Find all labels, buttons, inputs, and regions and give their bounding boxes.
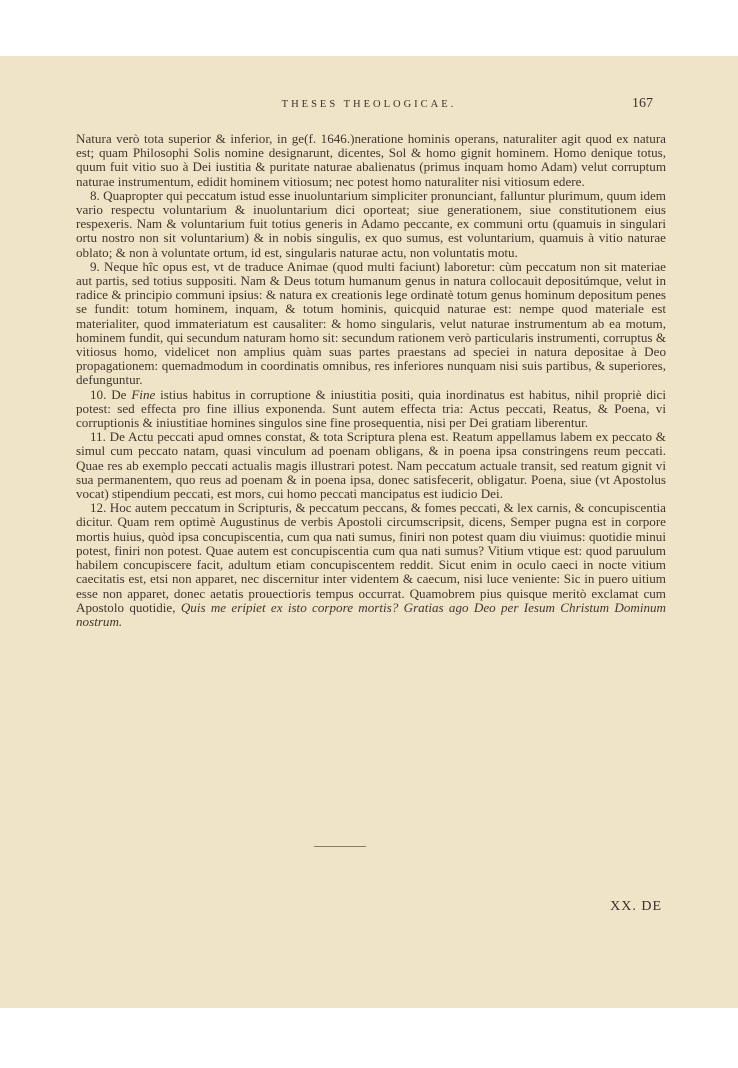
thesis-10-start: 10. De [90,386,132,402]
thesis-12-text: 12. Hoc autem peccatum in Scripturis, & peccatum peccans, & fomes peccati, & lex carnis, & concupiscentia dicitur. Quam rem optimè Augustinus de verbis Apostoli circumscripsit, dicens, Semper pugna est in corpore mortis huius, quòd ipsa concupiscentia, cum qua nati sumus, finiri non potest quam diu viuimus: quotidie minui potest, finiri non potest. Quae autem est concupiscentia cum qua nati sumus? Vitium vtique est: quod paruulum habilem concupiscere facit, adultum etiam concupiscentem reddit. Sicut enim in oculo caeci in nocte vitium caecitatis est, etsi non apparet, nec discernitur inter videntem & caecum, nisi luce veniente: Sic in puero uitium esse non apparet, donec aetatis prouectioris tempus occurrat. Quamobrem pius quisque meritò exclamat cum Apostolo quotidie, [76,500,666,615]
thesis-10-rest: istius habitus in corruptione & iniustitia positi, quia inordinatus est habitus, nihil propriè dici potest: sed effecta pro fine illius exponenda. Sunt autem effecta tria: Actus peccati, Reatus, & Poena, vi corruptionis & iniustitiae homines singulos sine fine prosequentia, nisi per Dei gratiam liberentur. [76,386,666,431]
thesis-10 [76,388,666,431]
thesis-8: 8. Quapropter qui peccatum istud esse inuoluntarium simpliciter pronunciant, falluntur plurimum, quum idem vario respectu voluntarium & inuoluntarium dici oporteat; siue generationem, siue constitutionem eius respexeris. Nam & voluntarium fuit totius generis in Adamo peccante, ex communi ortu (quamuis in singulari ortu nostro non sit voluntarium) & in nobis singulis, ex quo sumus, est voluntarium, quamuis à vitio naturae oblato; & non à voluntate ortum, id est, singularis naturae actu, non voluntatis motu. [76,187,666,260]
section-divider [314,846,366,847]
thesis-12 [76,501,666,629]
thesis-9: 9. Neque hîc opus est, vt de traduce Animae (quod multi faciunt) laboretur: cùm peccatum non sit materiae aut partis, sed totius suppositi. Nam & Deus totum humanum genus in natura collocauit depositúmque, velut in radice & principio communi ipsius: & natura ex creationis lege ordinatè totum genus hominum depositum penes se fundit: totum hominem, inquam, & totum hominis, quicquid naturae est: nempe quod materiale est materialiter, quod immateriatum est causaliter: & homo singularis, velut naturae instrumentum ab ea motum, hominem fundit, qui secundum naturam homo sit: secundum rationem verò particularis instrumenti, corruptus & vitiosus homo, videlicet non amplius quàm suas partes praestans ad speciei in natura depositae à Deo propagationem: quemadmodum in coordinatis omnibus, res inferiores nunquam nisi suis partibus, & superiores, defunguntur. [76,258,666,388]
book-page [0,56,738,1008]
page-number: 167 [632,96,653,111]
thesis-12-quote: Quis me eripiet ex isto corpore mortis? Gratias ago Deo per Iesum Christum Dominum nostrum. [76,599,667,629]
thesis-10-fine: Fine [131,386,156,402]
running-head: THESES THEOLOGICAE. [281,99,457,110]
catchword: XX. DE [610,899,662,914]
page-header [0,96,738,115]
thesis-11: 11. De Actu peccati apud omnes constat, & tota Scriptura plena est. Reatum appellamus labem ex peccato & simul cum peccato natam, quasi vinculum ad poenam obligans, & in poena ipsa constringens reum peccati. Quae res ab exemplo peccati actualis magis illustrari potest. Nam peccatum actuale transit, sed reatum gignit vi sua permanentem, quo reus ad poenam & in poena ipsa, donec satisfecerit, obligatur. Poena, siue (vt Apostolus vocat) stipendium peccati, est mors, cui homo peccati mancipatus est iudicio Dei. [76,429,666,502]
body-text [76,132,666,629]
opening-paragraph: Natura verò tota superior & inferior, in ge(f. 1646.)neratione hominis operans, naturaliter agit quod ex natura est; quam Philosophi Solis nomine designarunt, dicentes, Sol & homo gignit hominem. Homo denique totus, quum fuit vitio suo à Dei iustitia & puritate naturae abalienatus (primus inquam homo Adam) velut corruptum naturae instrumentum, edidit hominem vitiosum; nec potest homo naturaliter nisi vitiosum edere. [76,131,666,189]
